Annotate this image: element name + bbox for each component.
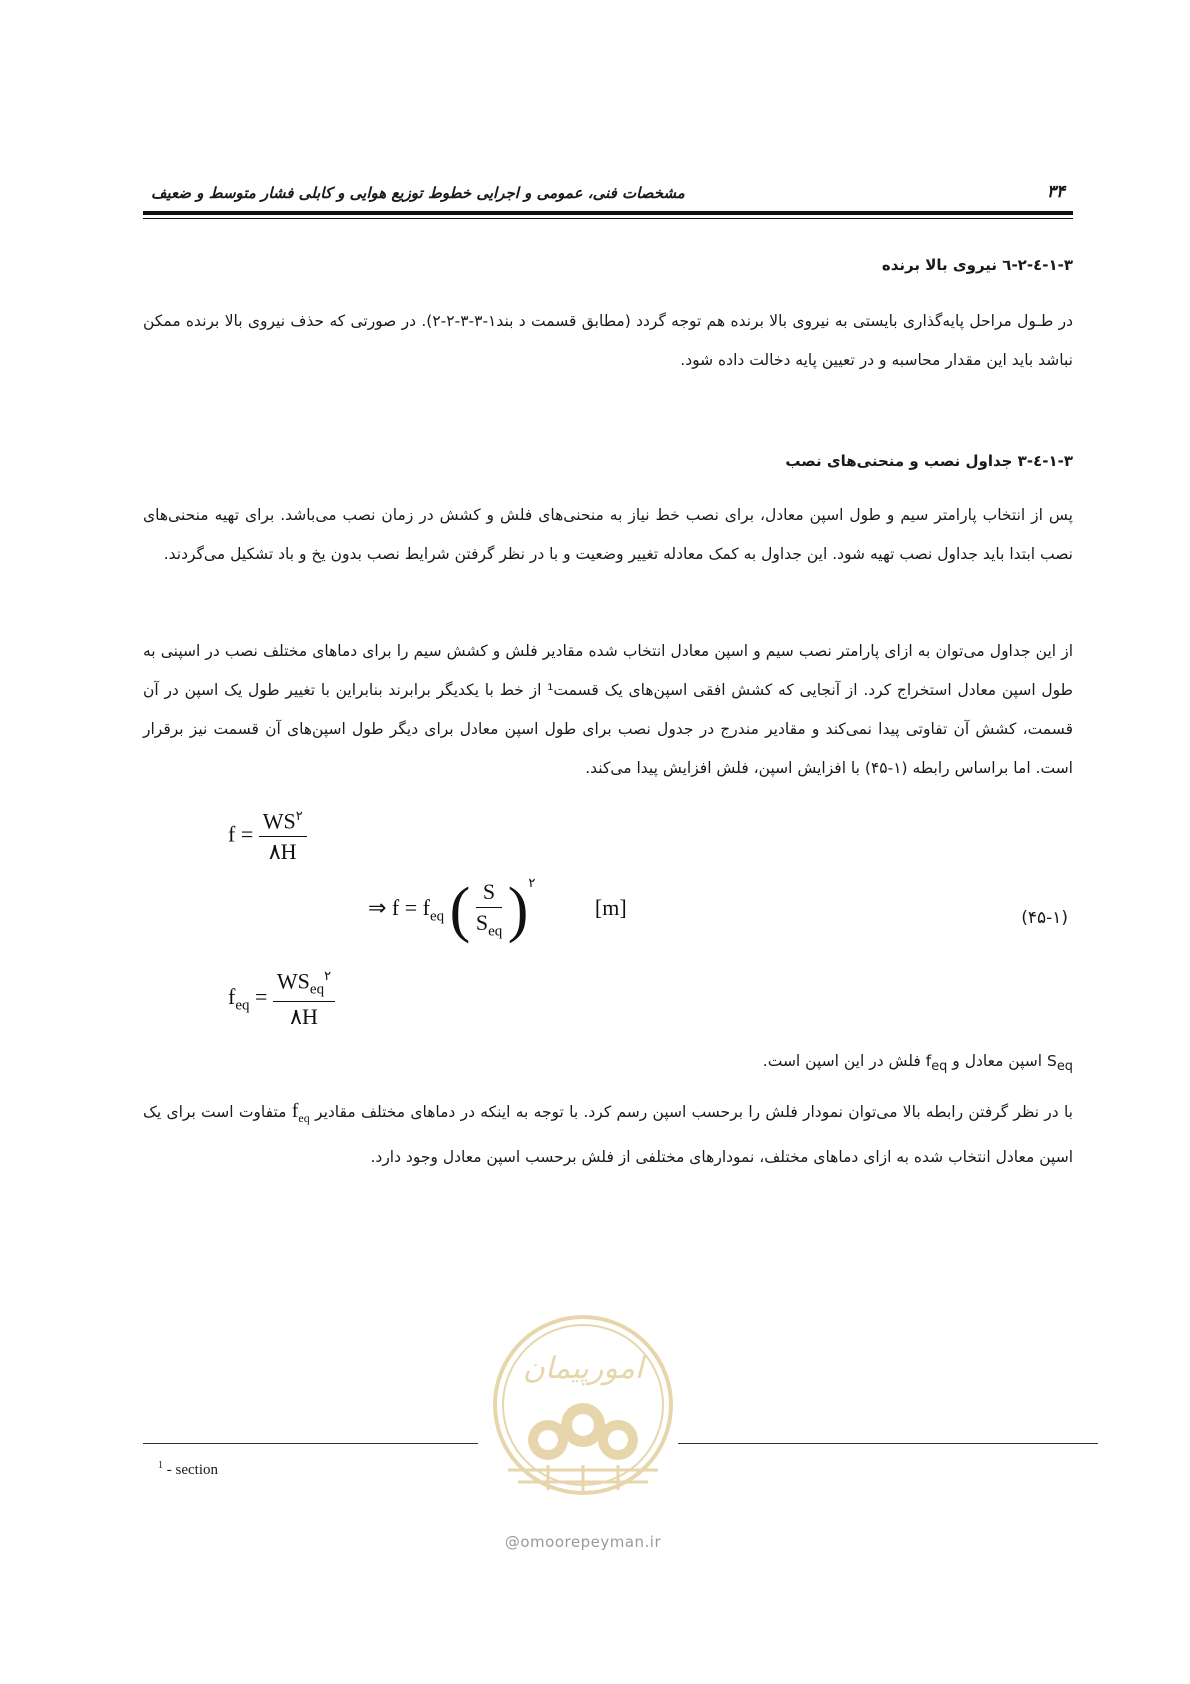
watermark-logo-text: امورپیمان [522, 1351, 644, 1386]
equation-number: (۴۵-۱) [1021, 908, 1068, 928]
section-heading-uplift: ۱-۳-٤-۲-٦ نیروی بالا برنده [881, 256, 1073, 274]
footnote: $^1$ - section [158, 1460, 218, 1478]
header-title: مشخصات فنی، عمومی و اجرایی خطوط توزیع هوایی و کابلی فشار متوسط و ضعیف [151, 184, 685, 202]
footnote-rule-right [678, 1443, 1098, 1444]
equation-main: ⇒ $f = f_{eq}$ ( $\frac{S}{S_{eq}}$ )$^۲$ [m] [368, 875, 627, 944]
paragraph-tables-2: از این جداول می‌توان به ازای پارامتر نصب سیم و اسپن معادل انتخاب شده مقادیر فلش و کشش سیم را برای دماهای مختلف نصب در اسپنی به طول اسپن معادل استخراج کرد. از آنجایی که کشش افقی اسپن‌های یک قسمت¹ از خط با یکدیگر برابرند بنابراین با تغییر طول یک اسپن در آن قسمت، کشش آن تفاوتی پیدا نمی‌کند و مقادیر مندرج در جدول نصب برای طول اسپن معادل برای دیگر طول اسپن‌های آن قسمت نیز برقرار است. اما براساس رابطه (۱-۴۵) با افزایش اسپن، فلش افزایش پیدا می‌کند. [143, 642, 1073, 777]
running-header [143, 178, 1073, 208]
section-heading-tables: ۱-۳-٤-۳ جداول نصب و منحنی‌های نصب [785, 452, 1073, 470]
watermark-logo [488, 1300, 678, 1540]
paragraph-diagram: با در نظر گرفتن رابطه بالا می‌توان نمودار فلش را برحسب اسپن رسم کرد. با توجه به اینکه در دماهای مختلف مقادیر $f_{eq}$ متفاوت است برای یک اسپن معادل انتخاب شده به ازای دماهای مختلف، نمودارهای مختلفی از فلش برحسب اسپن معادل وجود دارد. [143, 1100, 1073, 1166]
paragraph-tables-1: پس از انتخاب پارامتر سیم و طول اسپن معادل، برای نصب خط نیاز به منحنی‌های فلش و کشش در زمان نصب می‌باشد. برای تهیه منحنی‌های نصب ابتدا باید جداول نصب تهیه شود. این جداول به کمک معادله تغییر وضعیت و با در نظر گرفتن شرایط نصب بدون یخ و باد تشکیل می‌گردند. [143, 506, 1073, 563]
footnote-rule [143, 1443, 478, 1444]
definitions-line: $S_{eq}$ اسپن معادل و $f_{eq}$ فلش در این اسپن است. [762, 1052, 1073, 1075]
equation-feq: $f_{eq}$ = $\frac{WS_{eq}^۲}{۸H}$ [228, 968, 335, 1030]
watermark-url: @omoorepeyman.ir [504, 1533, 662, 1551]
page-number: ۳۴ [1046, 182, 1065, 202]
header-rule-thick [143, 211, 1073, 215]
header-rule-thin [143, 218, 1073, 219]
equation-f: f = $\frac{WS^۲}{۸H}$ [228, 808, 307, 865]
paragraph-uplift: در طـول مراحل پایه‌گذاری بایستی به نیروی بالا برنده هم توجه گردد (مطابق قسمت د بند۱-۳-۳-۲-۲). در صورتی که حذف نیروی بالا برنده ممکن نباشد باید این مقدار محاسبه و در تعیین پایه دخالت داده شود. [143, 312, 1073, 369]
